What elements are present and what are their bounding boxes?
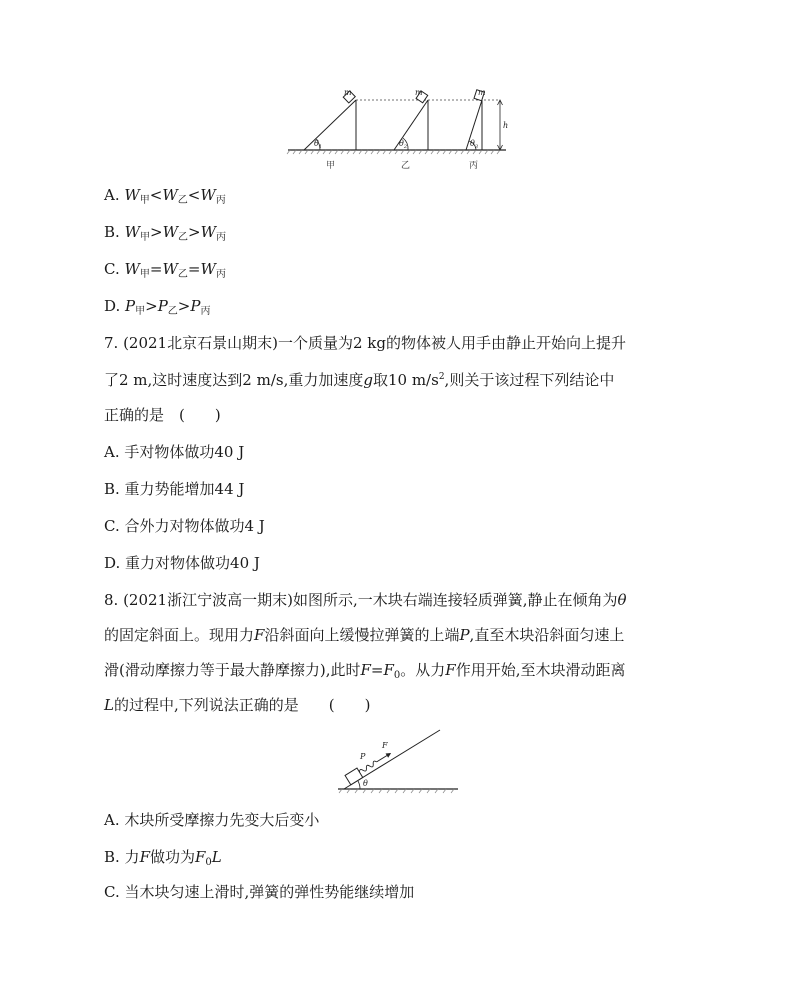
q6-option-d: D. $P_甲>P_乙>P_丙$: [104, 297, 211, 317]
q7-option-d: D. 重力对物体做功40 J: [104, 554, 260, 572]
inclines-figure: [286, 86, 508, 172]
spring: [359, 760, 378, 774]
q7-stem-line2: 了2 m,这时速度达到2 m/s,重力加速度g取10 $m/s^2$,则关于该过程下列结论中: [104, 371, 615, 389]
angle-label-1: $\theta_1$: [314, 139, 323, 150]
q8-option-a: A. 木块所受摩擦力先变大后变小: [104, 811, 320, 829]
panel-label-jia: 甲: [326, 161, 336, 171]
height-label: h: [503, 121, 508, 130]
mass-label-3: m: [478, 88, 486, 97]
q6-option-b: B. $W_甲>W_乙>W_丙$: [104, 223, 226, 243]
q6-option-c: C. $W_甲=W_乙=W_丙$: [104, 260, 226, 280]
f-label: F: [382, 741, 388, 750]
q7-option-a: A. 手对物体做功40 J: [104, 443, 245, 461]
q6-option-a: A. $W_甲<W_乙<W_丙$: [104, 186, 226, 206]
angle-label-2: $\theta_2$: [399, 139, 408, 150]
q8-option-c: C. 当木块匀速上滑时,弹簧的弹性势能继续增加: [104, 883, 415, 901]
mass-label-1: m: [344, 88, 352, 97]
q7-stem-line3: 正确的是 ( ): [104, 406, 221, 424]
q8-stem-line1: 8. (2021浙江宁波高一期末)如图所示,一木块右端连接轻质弹簧,静止在倾角为θ: [104, 591, 627, 609]
q8-stem-line3: 滑(滑动摩擦力等于最大静摩擦力),此时$F=F_0$。从力F作用开始,至木块滑动距离: [104, 661, 626, 681]
incline-1: [304, 100, 356, 150]
panel-label-yi: 乙: [401, 161, 411, 171]
q7-stem-line1: 7. (2021北京石景山期末)一个质量为2 kg的物体被人用手由静止开始向上提升: [104, 334, 626, 352]
mass-label-2: m: [415, 88, 423, 97]
incline-spring-figure: [336, 724, 460, 794]
q8-stem-line4: L的过程中,下列说法正确的是 ( ): [104, 696, 371, 714]
p-label: P: [360, 752, 366, 761]
panel-label-bing: 丙: [469, 161, 479, 171]
angle-label-3: $\theta_3$: [470, 139, 479, 150]
q7-option-b: B. 重力势能增加44 J: [104, 480, 245, 498]
q8-stem-line2: 的固定斜面上。现用力F沿斜面向上缓慢拉弹簧的上端P,直至木块沿斜面匀速上: [104, 626, 625, 644]
theta-label: θ: [363, 779, 368, 788]
q8-option-b: B. 力F做功为$F_0L$: [104, 848, 222, 868]
q7-option-c: C. 合外力对物体做功4 J: [104, 517, 265, 535]
